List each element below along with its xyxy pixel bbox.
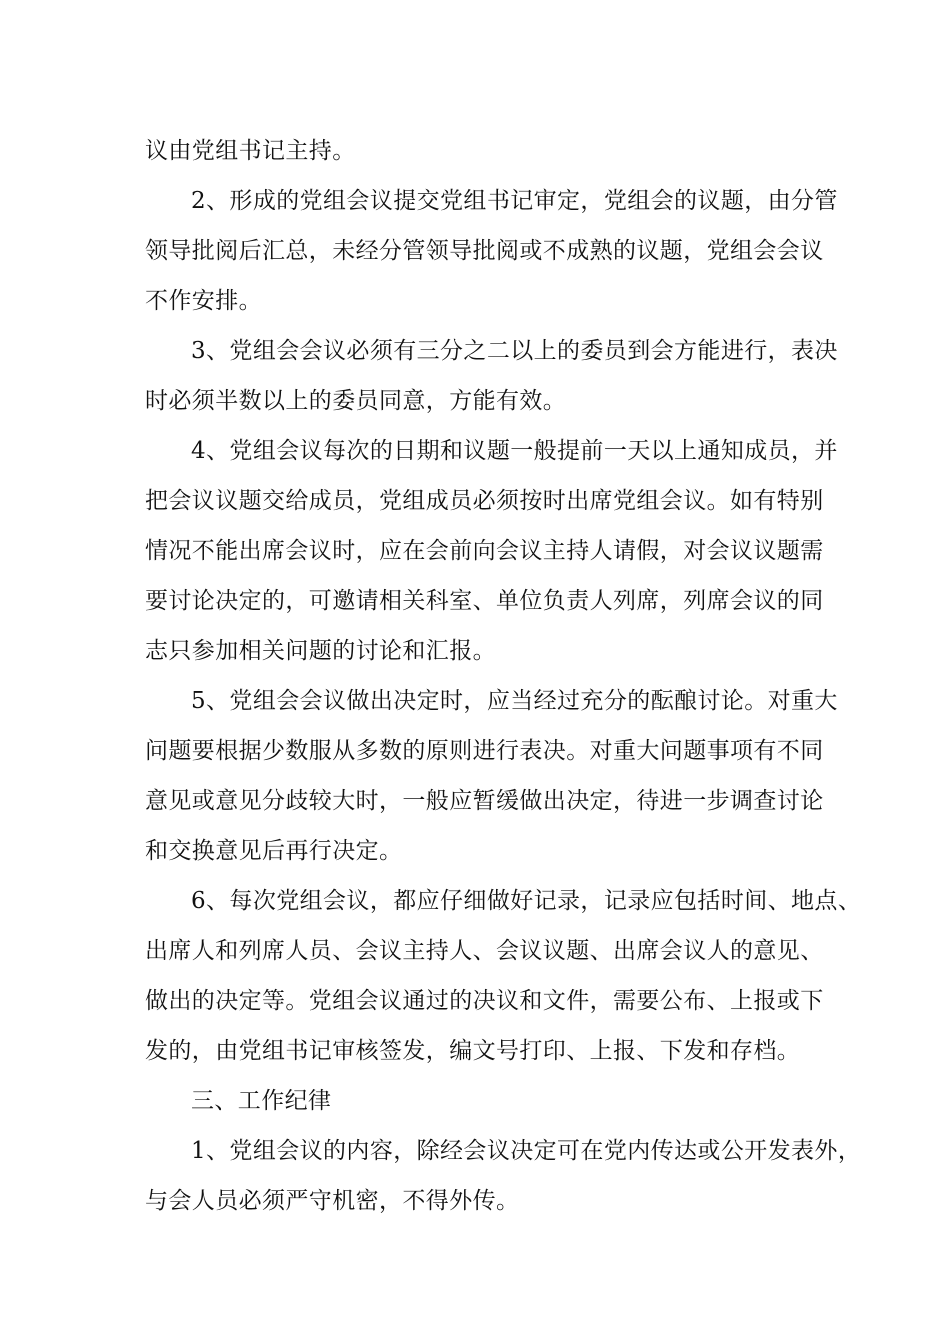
paragraph-line: 做出的决定等。党组会议通过的决议和文件，需要公布、上报或下 [145,988,824,1014]
section-heading: 三、工作纪律 [191,1088,332,1114]
paragraph-line: 2、形成的党组会议提交党组书记审定，党组会的议题，由分管 [191,188,838,214]
paragraph-line: 不作安排。 [145,288,262,314]
paragraph-line: 要讨论决定的，可邀请相关科室、单位负责人列席，列席会议的同 [145,588,824,614]
paragraph-line: 情况不能出席会议时，应在会前向会议主持人请假，对会议议题需 [145,538,824,564]
paragraph-line: 和交换意见后再行决定。 [145,838,403,864]
paragraph-line: 3、党组会会议必须有三分之二以上的委员到会方能进行，表决 [191,338,838,364]
paragraph-line: 领导批阅后汇总，未经分管领导批阅或不成熟的议题，党组会会议 [145,238,824,264]
paragraph-line: 出席人和列席人员、会议主持人、会议议题、出席会议人的意见、 [145,938,824,964]
paragraph-line: 发的，由党组书记审核签发，编文号打印、上报、下发和存档。 [145,1038,801,1064]
paragraph-line: 6、每次党组会议，都应仔细做好记录，记录应包括时间、地点、 [191,888,862,914]
paragraph-line: 1、党组会议的内容，除经会议决定可在党内传达或公开发表外， [191,1138,862,1164]
paragraph-line: 与会人员必须严守机密，不得外传。 [145,1188,520,1214]
paragraph-line: 4、党组会议每次的日期和议题一般提前一天以上通知成员，并 [191,438,838,464]
paragraph-line: 意见或意见分歧较大时，一般应暂缓做出决定，待进一步调查讨论 [145,788,824,814]
paragraph-line: 问题要根据少数服从多数的原则进行表决。对重大问题事项有不同 [145,738,824,764]
paragraph-line: 5、党组会会议做出决定时，应当经过充分的酝酿讨论。对重大 [191,688,838,714]
paragraph-line: 志只参加相关问题的讨论和汇报。 [145,638,496,664]
paragraph-line: 把会议议题交给成员，党组成员必须按时出席党组会议。如有特别 [145,488,824,514]
paragraph-line: 议由党组书记主持。 [145,138,356,164]
paragraph-line: 时必须半数以上的委员同意，方能有效。 [145,388,567,414]
